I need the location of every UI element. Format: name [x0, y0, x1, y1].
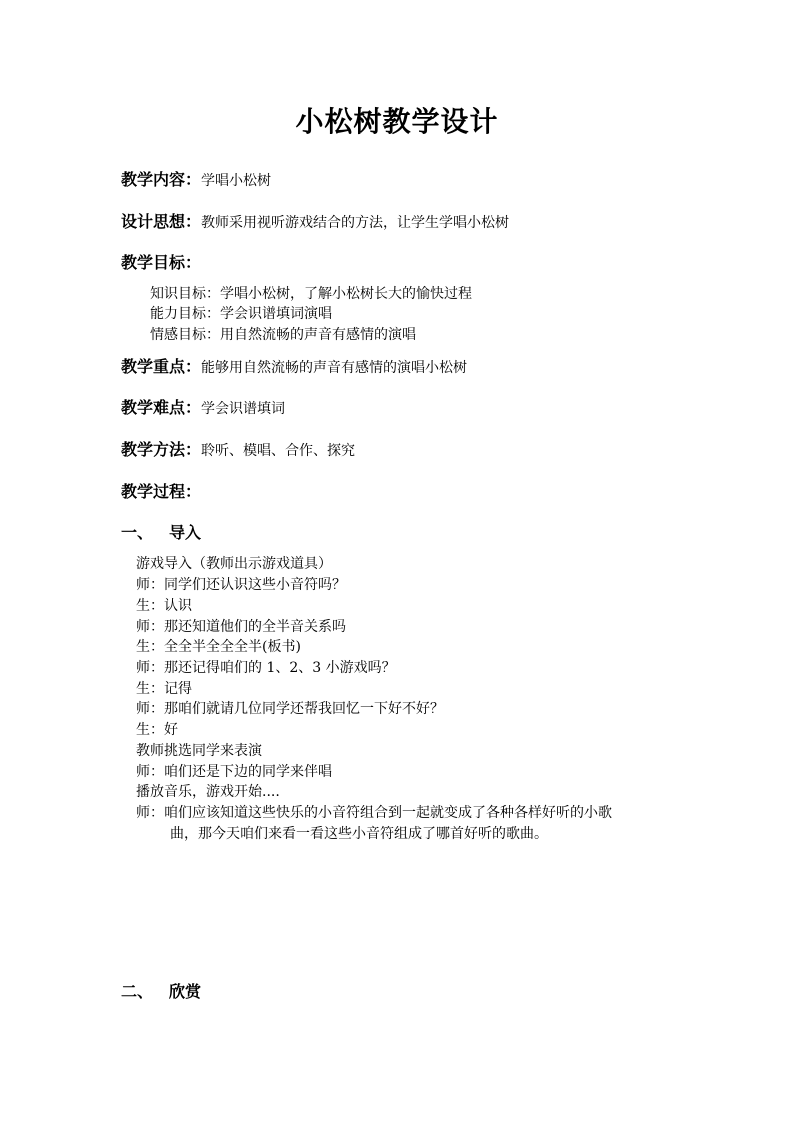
process-label: 教学过程	[121, 482, 186, 501]
dialogue-line: 师：同学们还认识这些小音符吗？	[136, 577, 346, 593]
page-title: 小松树教学设计	[295, 105, 499, 138]
dialogue-line: 游戏导入（教师出示游戏道具）	[136, 556, 332, 572]
section-title: 导入	[169, 523, 202, 542]
design-idea-label: 设计思想	[121, 212, 186, 231]
section-number: 二、	[121, 982, 154, 1001]
difficulty-label: 教学难点	[121, 398, 186, 417]
method-value: 聆听、模唱、合作、探究	[201, 443, 356, 459]
dialogue-line: 生：全全半全全全半(板书)	[136, 639, 301, 655]
difficulty-value: 学会识谱填词	[201, 401, 286, 417]
section-heading-appreciation	[121, 982, 201, 1002]
teaching-content-row: 教学内容：学唱小松树	[121, 170, 272, 189]
difficulty-row: 教学难点：学会识谱填词	[121, 398, 286, 417]
dialogue-line: 师：那还知道他们的全半音关系吗	[136, 619, 346, 635]
design-idea-value: 教师采用视听游戏结合的方法，让学生学唱小松树	[201, 215, 510, 231]
teaching-content-value: 学唱小松树	[201, 173, 272, 189]
design-idea-row: 设计思想：教师采用视听游戏结合的方法，让学生学唱小松树	[121, 212, 510, 231]
dialogue-line-continuation: 曲，那今天咱们来看一看这些小音符组成了哪首好听的歌曲。	[170, 826, 548, 842]
dialogue-line: 师：那咱们就请几位同学还帮我回忆一下好不好？	[136, 701, 444, 717]
dialogue-line: 生：记得	[136, 681, 192, 697]
dialogue-line: 生：认识	[136, 598, 192, 614]
process-row: 教学过程：	[121, 482, 202, 501]
section-heading-intro	[121, 523, 201, 543]
goal-item-knowledge: 知识目标：学唱小松树，了解小松树长大的愉快过程	[150, 286, 472, 302]
key-point-row: 教学重点：能够用自然流畅的声音有感情的演唱小松树	[121, 357, 468, 376]
section-title: 欣赏	[169, 982, 202, 1001]
key-point-label: 教学重点	[121, 357, 186, 376]
goal-item-ability: 能力目标：学会识谱填词演唱	[150, 306, 332, 322]
dialogue-line: 师：咱们应该知道这些快乐的小音符组合到一起就变成了各种各样好听的小歌	[136, 805, 612, 821]
teaching-content-label: 教学内容	[121, 170, 186, 189]
section-number: 一、	[121, 523, 154, 542]
key-point-value: 能够用自然流畅的声音有感情的演唱小松树	[201, 360, 468, 376]
dialogue-line: 师：那还记得咱们的 1、2、3 小游戏吗？	[136, 660, 396, 676]
goal-item-emotion: 情感目标：用自然流畅的声音有感情的演唱	[150, 327, 416, 343]
goals-label: 教学目标	[121, 253, 186, 272]
dialogue-line: 师：咱们还是下边的同学来伴唱	[136, 764, 332, 780]
method-row: 教学方法：聆听、模唱、合作、探究	[121, 440, 356, 459]
dialogue-line: 生：好	[136, 722, 178, 738]
method-label: 教学方法	[121, 440, 186, 459]
goals-heading-row: 教学目标：	[121, 253, 202, 272]
dialogue-line: 教师挑选同学来表演	[136, 743, 262, 759]
dialogue-line: 播放音乐，游戏开始....	[136, 784, 280, 800]
